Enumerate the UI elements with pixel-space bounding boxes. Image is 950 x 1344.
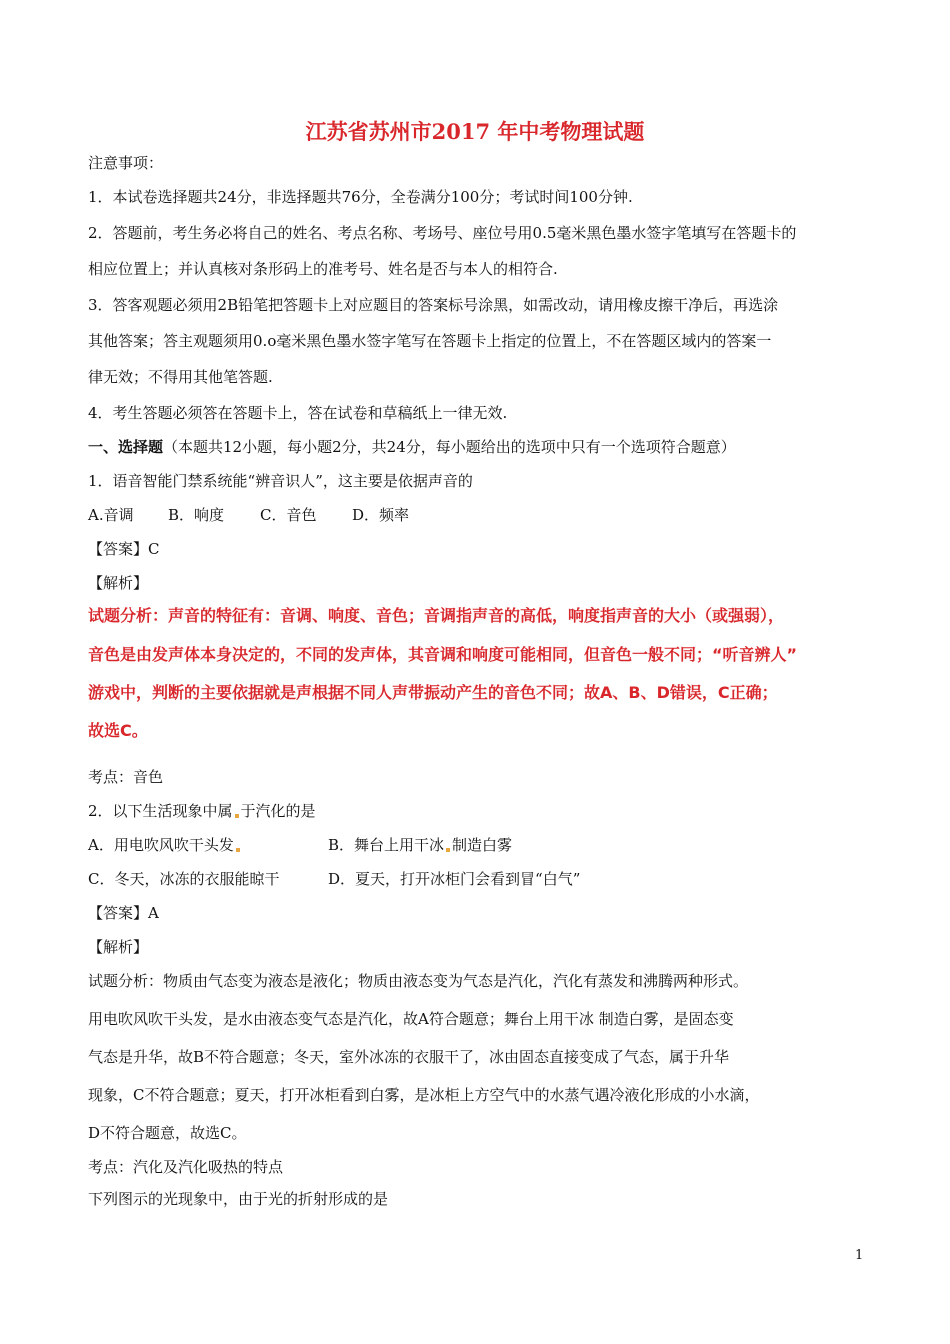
q1-analysis-label: 【解析】 (88, 574, 149, 592)
notice-item: 律无效；不得用其他笔答题. (88, 368, 273, 386)
q2-options-row2 (88, 868, 580, 889)
q2-stem: 2．以下生活现象中属 于汽化的是 (88, 802, 316, 820)
q1-analysis-line: 游戏中，判断的主要依据就是声根据不同人声带振动产生的音色不同；故A、B、D错误，C正确； (88, 683, 778, 702)
q2-knowledge-point: 考点：汽化及汽化吸热的特点 (88, 1158, 284, 1176)
q1-analysis-line: 试题分析：声音的特征有：音调、响度、音色；音调指声音的高低，响度指声音的大小（或强弱）， (88, 606, 785, 625)
notice-item: 2．答题前，考生务必将自己的姓名、考点名称、考场号、座位号用0.5毫米黑色墨水签字笔填写在答题卡的 (88, 224, 797, 242)
notice-item: 3．答客观题必须用2B铅笔把答题卡上对应题目的答案标号涂黑，如需改动，请用橡皮擦干净后，再选涂 (88, 296, 779, 314)
q3-stem: 下列图示的光现象中，由于光的折射形成的是 (88, 1190, 389, 1208)
q2-option-b: B．舞台上用干冰 制造白雾 (328, 836, 513, 854)
q1-option-d: D．频率 (352, 506, 410, 524)
q2-answer: 【答案】A (88, 904, 159, 922)
q1-options (88, 504, 409, 525)
scan-mark (235, 814, 239, 818)
q2-analysis-line: 用电吹风吹干头发，是水由液态变气态是汽化，故A符合题意；舞台上用干冰 制造白雾，是固态变 (88, 1010, 734, 1028)
q1-knowledge-point: 考点：音色 (88, 768, 164, 786)
q1-option-c: C．音色 (260, 506, 317, 524)
q2-option-a: A．用电吹风吹干头发 (88, 834, 328, 855)
q1-option-a: A.音调 (88, 506, 134, 524)
q2-analysis-line: 气态是升华，故B不符合题意；冬天，室外冰冻的衣服干了，冰由固态直接变成了气态，属于升华 (88, 1048, 730, 1066)
q2-analysis-line: D不符合题意，故选C。 (88, 1124, 247, 1142)
q2-option-d: D．夏天，打开冰柜门会看到冒“白气” (328, 870, 581, 888)
notice-item: 1．本试卷选择题共24分，非选择题共76分，全卷满分100分；考试时间100分钟. (88, 188, 633, 206)
section-label: 一、选择题 (88, 438, 164, 456)
page-number: 1 (855, 1248, 864, 1263)
scan-mark (236, 848, 240, 852)
q2-options-row1 (88, 834, 512, 855)
section-description: （本题共12小题，每小题2分，共24分，每小题给出的选项中只有一个选项符合题意） (163, 438, 736, 456)
page-title: 江苏省苏州市2017 年中考物理试题 (305, 119, 645, 144)
section-heading (88, 436, 736, 457)
q1-analysis-line: 故选C。 (88, 721, 148, 740)
q2-option-c: C．冬天，冰冻的衣服能晾干 (88, 870, 280, 888)
notice-heading: 注意事项： (88, 154, 164, 172)
q2-analysis-label: 【解析】 (88, 938, 149, 956)
notice-item: 4．考生答题必须答在答题卡上，答在试卷和草稿纸上一律无效. (88, 404, 508, 422)
q1-option-b: B．响度 (168, 506, 225, 524)
q1-stem: 1．语音智能门禁系统能“辨音识人”，这主要是依据声音的 (88, 472, 473, 490)
scan-mark (446, 848, 450, 852)
q2-analysis-line: 试题分析：物质由气态变为液态是液化；物质由液态变为气态是汽化，汽化有蒸发和沸腾两种形式。 (88, 972, 749, 990)
notice-item: 其他答案；答主观题须用0.o毫米黑色墨水签字笔写在答题卡上指定的位置上，不在答题区域内的答案一 (88, 332, 772, 350)
q1-analysis-line: 音色是由发声体本身决定的，不同的发声体，其音调和响度可能相同，但音色一般不同；“听音辨人” (88, 645, 798, 664)
notice-item: 相应位置上；并认真核对条形码上的准考号、姓名是否与本人的相符合. (88, 260, 558, 278)
q1-answer: 【答案】C (88, 540, 160, 558)
q2-analysis-line: 现象，C不符合题意；夏天，打开冰柜看到白雾，是冰柜上方空气中的水蒸气遇冷液化形成的小水滴， (88, 1086, 760, 1104)
